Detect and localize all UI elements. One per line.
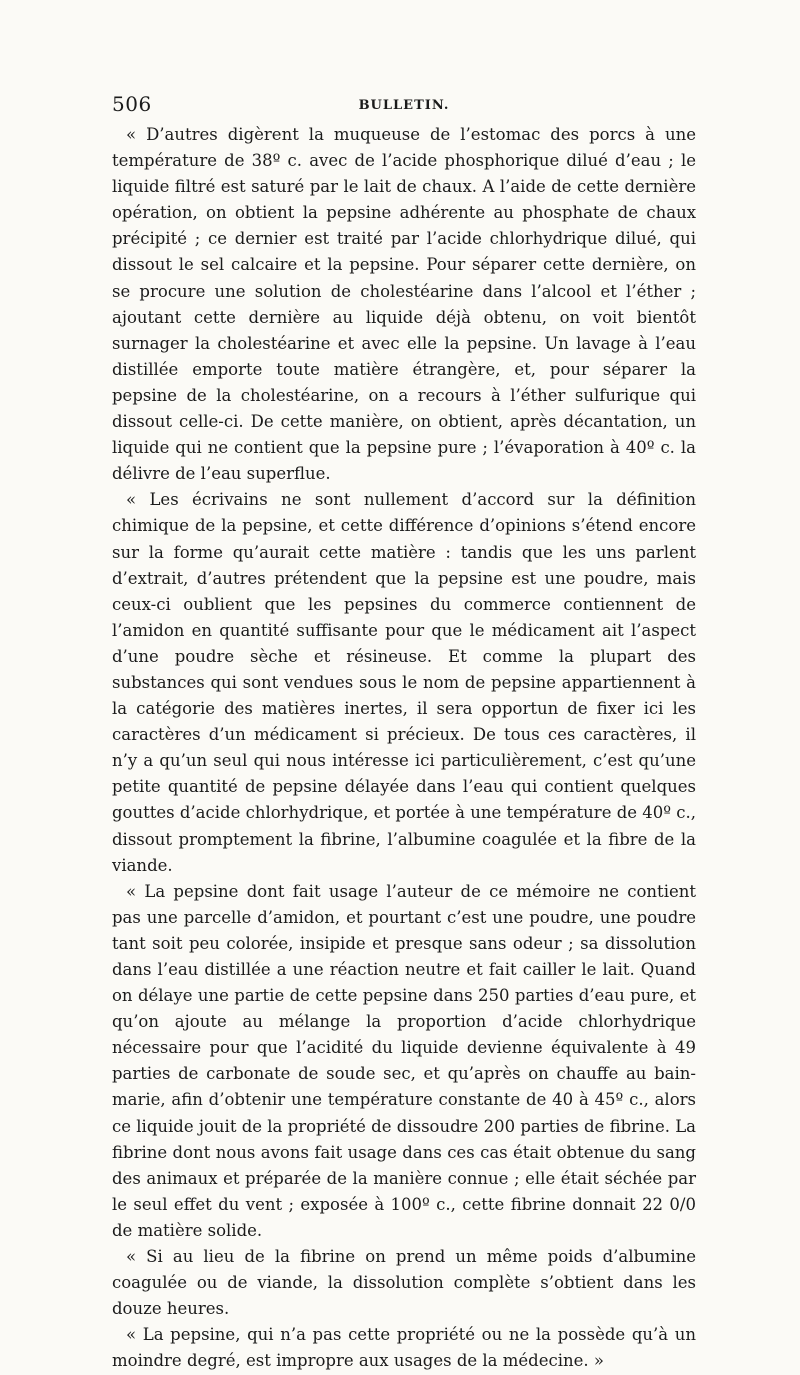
paragraph-conclusion: « La pepsine, qui n’a pas cette propriété ou ne la possède qu’à un moindre degré, est impropre aux usages de la médecine. » (112, 1325, 696, 1371)
paragraph-digestion-porcs: « D’autres digèrent la muqueuse de l’estomac des porcs à une température de 38º c. avec de l’acide phosphorique dilué d’eau ; le liquide filtré est saturé par le lait de chaux. A l’aide de cette dernière opération, on obtient la pepsine adhérente au phosphate de chaux précipité ; ce dernier est traité par l’acide chlorhydrique dilué, qui dissout le sel calcaire et la pepsine. Pour séparer cette dernière, on se procure une solution de cholestéarine dans l’alcool et l’éther ; ajoutant cette dernière au liquide déjà obtenu, on voit bientôt surnager la cholestéarine et avec elle la pepsine. Un lavage à l’eau distillée emporte toute matière étrangère, et, pour séparer la pepsine de la cholestéarine, on a recours à l’éther sulfurique qui dissout celle-ci. De cette manière, on obtient, après décantation, un liquide qui ne contient que la pepsine pure ; l’évaporation à 40º c. la délivre de l’eau superflue. (112, 125, 696, 484)
paragraph-albumine: « Si au lieu de la fibrine on prend un même poids d’albumine coagulée ou de viande, la dissolution complète s’obtient dans les douze heures. (112, 1247, 696, 1319)
running-title: BULLETIN. (358, 98, 450, 113)
paragraph-definition-chimique: « Les écrivains ne sont nullement d’accord sur la définition chimique de la pepsine, et cette différence d’opinions s’étend encore sur la forme qu’aurait cette matière : tandis que les uns parlent d’extrait, d’autres prétendent que la pepsine est une poudre, mais ceux-ci oublient que les pepsines du commerce contiennent de l’amidon en quantité suffisante pour que le médicament ait l’aspect d’une poudre sèche et résineuse. Et comme la plupart des substances qui sont vendues sous le nom de pepsine appartiennent à la catégorie des matières inertes, il sera opportun de fixer ici les caractères d’un médicament si précieux. De tous ces caractères, il n’y a qu’un seul qui nous intéresse ici particulièrement, c’est qu’une petite quantité de pepsine délayée dans l’eau qui contient quelques gouttes d’acide chlorhydrique, et portée à une température de 40º c., dissout promptement la fibrine, l’albumine coagulée et la fibre de la viande. (112, 490, 697, 875)
running-head (112, 92, 696, 122)
page (112, 92, 696, 1375)
text-body (112, 122, 696, 1375)
paragraph-pepsine-auteur: « La pepsine dont fait usage l’auteur de ce mémoire ne contient pas une parcelle d’amidon, et pourtant c’est une poudre, une poudre tant soit peu colorée, insipide et presque sans odeur ; sa dissolution dans l’eau distillée a une réaction neutre et fait cailler le lait. Quand on délaye une partie de cette pepsine dans 250 parties d’eau pure, et qu’on ajoute au mélange la proportion d’acide chlorhydrique nécessaire pour que l’acidité du liquide devienne équivalente à 49 parties de carbonate de soude sec, et qu’après on chauffe au bain-marie, afin d’obtenir une température constante de 40 à 45º c., alors ce liquide jouit de la propriété de dissoudre 200 parties de fibrine. La fibrine dont nous avons fait usage dans ces cas était obtenue du sang des animaux et préparée de la manière connue ; elle était séchée par le seul effet du vent ; exposée à 100º c., cette fibrine donnait 22 0/0 de matière solide. (112, 881, 696, 1240)
page-number: 506 (112, 92, 152, 116)
